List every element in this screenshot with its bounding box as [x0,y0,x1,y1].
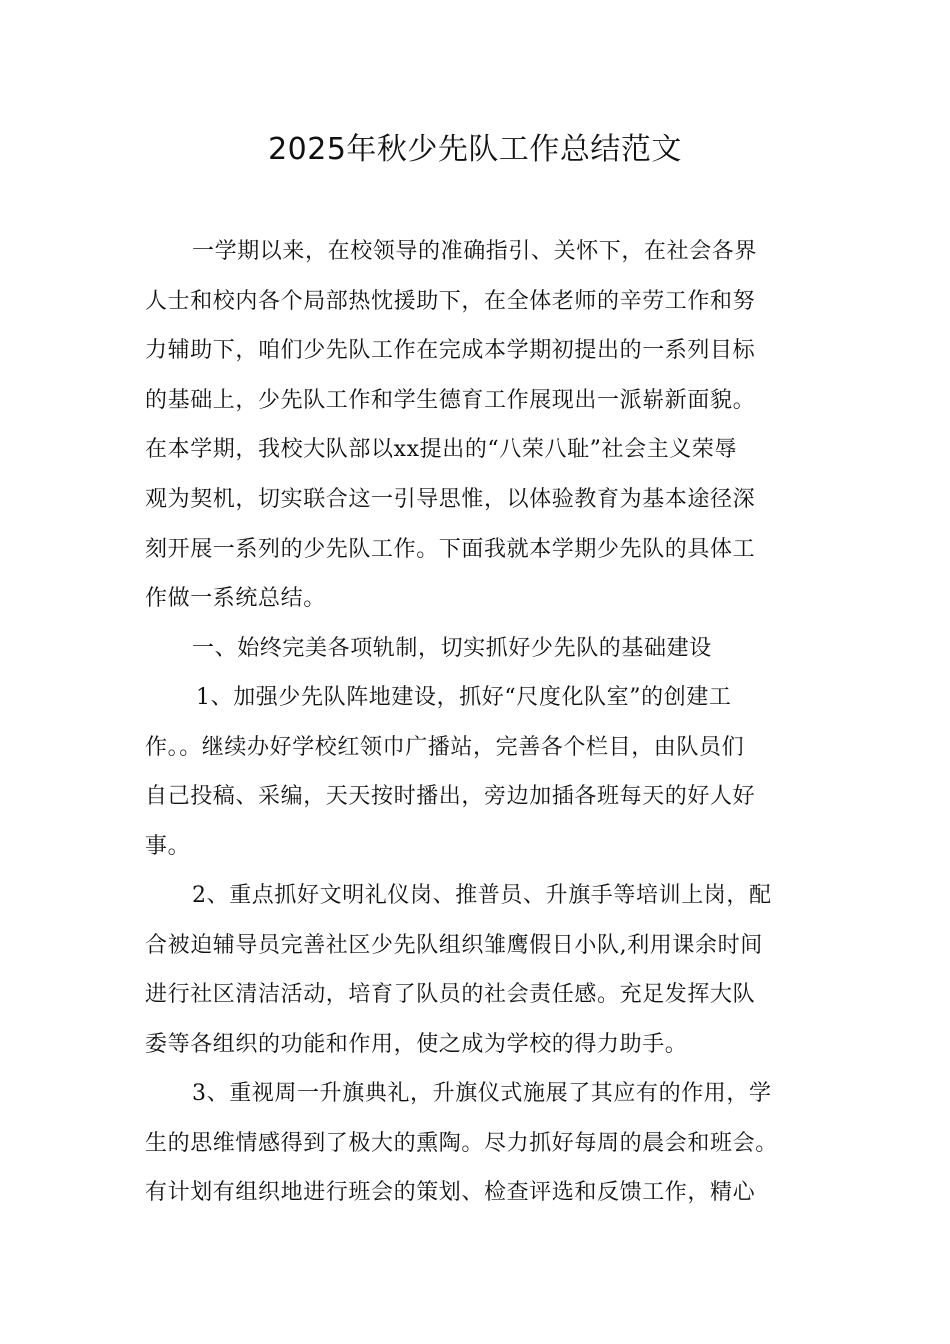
paragraph-line: 2、重点抓好文明礼仪岗、推普员、升旗手等培训上岗，配 [192,883,772,908]
paragraph-line: 作。。继续办好学校红领巾广播站，完善各个栏目，由队员们 [145,735,745,760]
paragraph-line: 1、加强少先队阵地建设，抓好“尺度化队室”的创建工 [196,685,732,710]
paragraph-line: 3、重视周一升旗典礼，升旗仪式施展了其应有的作用，学 [192,1081,772,1106]
section-heading: 一、始终完美各项轨制，切实抓好少先队的基础建设 [192,636,712,661]
paragraph-line: 有计划有组织地进行班会的策划、检查评选和反馈工作，精心 [145,1180,756,1205]
paragraph-line: 生的思维情感得到了极大的熏陶。尽力抓好每周的晨会和班会。 [145,1131,778,1156]
paragraph-line: 在本学期，我校大队部以xx提出的“八荣八耻”社会主义荣辱 [145,437,738,462]
paragraph-line: 观为契机，切实联合这一引导思惟，以体验教育为基本途径深 [145,487,756,512]
paragraph-line: 力辅助下，咱们少先队工作在完成本学期初提出的一系列目标 [145,338,756,363]
paragraph-line: 进行社区清洁活动，培育了队员的社会责任感。充足发挥大队 [145,982,756,1007]
document-title: 2025年秋少先队工作总结范文 [268,132,682,167]
paragraph-line: 合被迫辅导员完善社区少先队组织雏鹰假日小队,利用课余时间 [145,933,763,958]
paragraph-line: 委等各组织的功能和作用，使之成为学校的得力助手。 [145,1032,688,1057]
paragraph-line: 自己投稿、采编，天天按时播出，旁边加插各班每天的好人好 [145,784,756,809]
paragraph-line: 一学期以来，在校领导的准确指引、关怀下，在社会各界 [192,239,758,264]
paragraph-line: 人士和校内各个局部热忱援助下，在全体老师的辛劳工作和努 [145,289,756,314]
paragraph-line: 事。 [145,834,191,859]
paragraph-line: 作做一系统总结。 [145,586,326,611]
paragraph-line: 刻开展一系列的少先队工作。下面我就本学期少先队的具体工 [145,537,756,562]
paragraph-line: 的基础上，少先队工作和学生德育工作展现出一派崭新面貌。 [145,388,756,413]
